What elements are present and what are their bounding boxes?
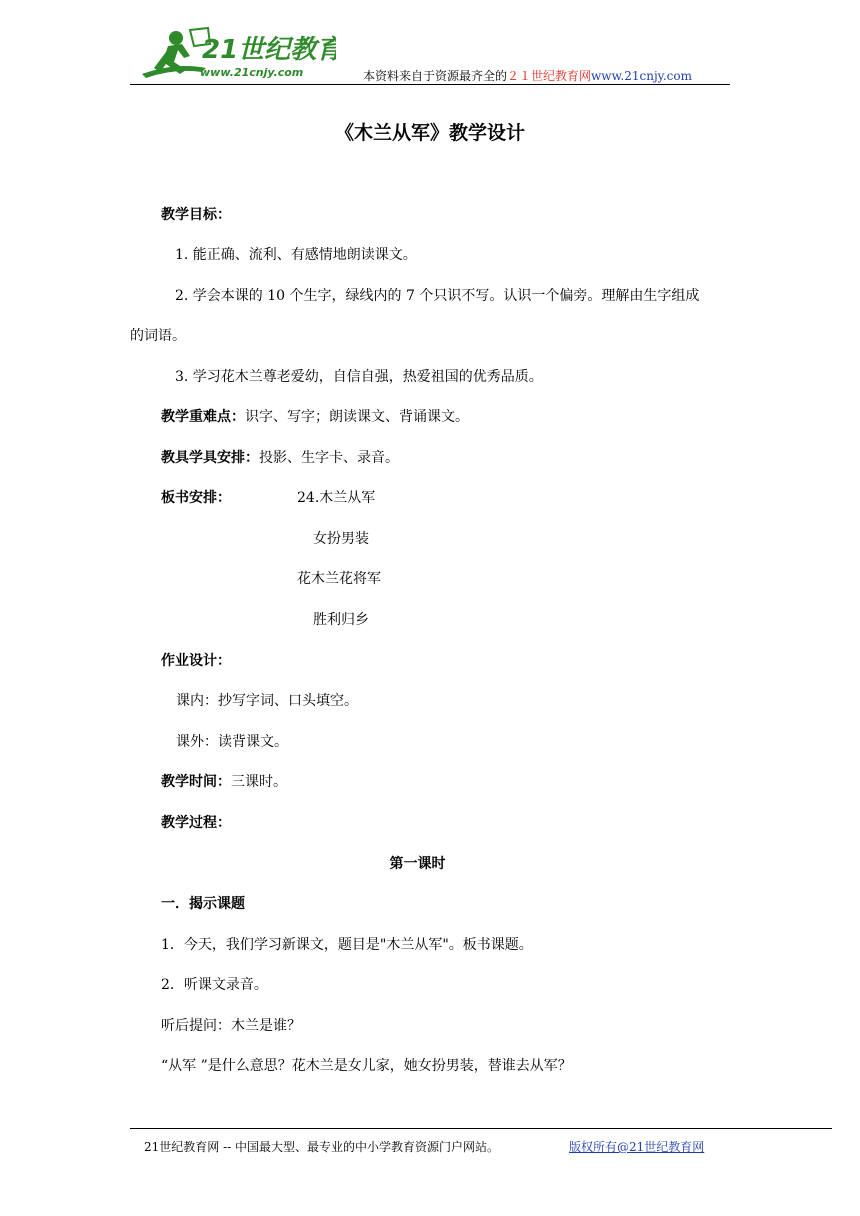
board-line-3: 花木兰花将军	[297, 571, 381, 587]
tools	[161, 447, 399, 467]
header-divider	[130, 84, 730, 85]
site-logo	[136, 22, 336, 84]
section-1-heading: 一．揭示课题	[161, 896, 245, 912]
section-1-line-2: 2．听课文录音。	[161, 977, 268, 993]
board-line-1: 24.木兰从军	[297, 490, 376, 506]
svg-text:21世纪教育: 21世纪教育	[202, 35, 336, 65]
footer-copyright-link[interactable]: 版权所有@21世纪教育网	[569, 1140, 705, 1154]
key-points-text: 识字、写字；朗读课文、背诵课文。	[245, 409, 469, 425]
runner-logo-icon	[136, 22, 336, 84]
homework-label: 作业设计：	[161, 653, 231, 669]
key-points-label: 教学重难点：	[161, 409, 245, 425]
time-label: 教学时间：	[161, 774, 231, 790]
header-url-link[interactable]: www.21cnjy.com	[591, 69, 692, 83]
goal-item-2-continued: 的词语。	[130, 328, 186, 344]
key-points	[161, 406, 469, 426]
lesson-heading: 第一课时	[389, 856, 446, 872]
time-text: 三课时。	[231, 774, 287, 790]
goal-item-2: 2. 学会本课的 10 个生字，绿线内的 7 个只识不写。认识一个偏旁。理解由生字组成	[175, 288, 700, 304]
svg-text:www.21cnjy.com: www.21cnjy.com	[200, 66, 304, 79]
tools-text: 投影、生字卡、录音。	[259, 450, 399, 466]
homework-in-class: 课内：抄写字词、口头填空。	[176, 693, 358, 709]
header-note	[363, 67, 692, 84]
board-line-2: 女扮男装	[313, 531, 369, 547]
section-1-line-1: 1．今天，我们学习新课文，题目是"木兰从军"。板书课题。	[161, 937, 533, 953]
page-title: 《木兰从军》教学设计	[334, 122, 525, 144]
homework-after-class: 课外：读背课文。	[176, 734, 288, 750]
process-label: 教学过程：	[161, 815, 231, 831]
goals-heading: 教学目标：	[161, 207, 231, 223]
board-label: 板书安排：	[161, 490, 231, 506]
goal-item-1: 1. 能正确、流利、有感情地朗读课文。	[175, 247, 417, 263]
section-1-line-4: “从军 ”是什么意思？花木兰是女儿家，她女扮男装，替谁去从军？	[161, 1058, 572, 1074]
footer-divider	[130, 1128, 832, 1129]
footer-description: 21世纪教育网 -- 中国最大型、最专业的中小学教育资源门户网站。	[144, 1140, 500, 1154]
teaching-time	[161, 771, 287, 791]
header-brand: ２１世纪教育网	[507, 69, 592, 83]
board-line-4: 胜利归乡	[313, 612, 369, 628]
tools-label: 教具学具安排：	[161, 450, 259, 466]
section-1-line-3: 听后提问：木兰是谁？	[161, 1018, 301, 1034]
goal-item-3: 3. 学习花木兰尊老爱幼，自信自强，热爱祖国的优秀品质。	[175, 369, 543, 385]
header-note-prefix: 本资料来自于资源最齐全的	[363, 69, 508, 83]
